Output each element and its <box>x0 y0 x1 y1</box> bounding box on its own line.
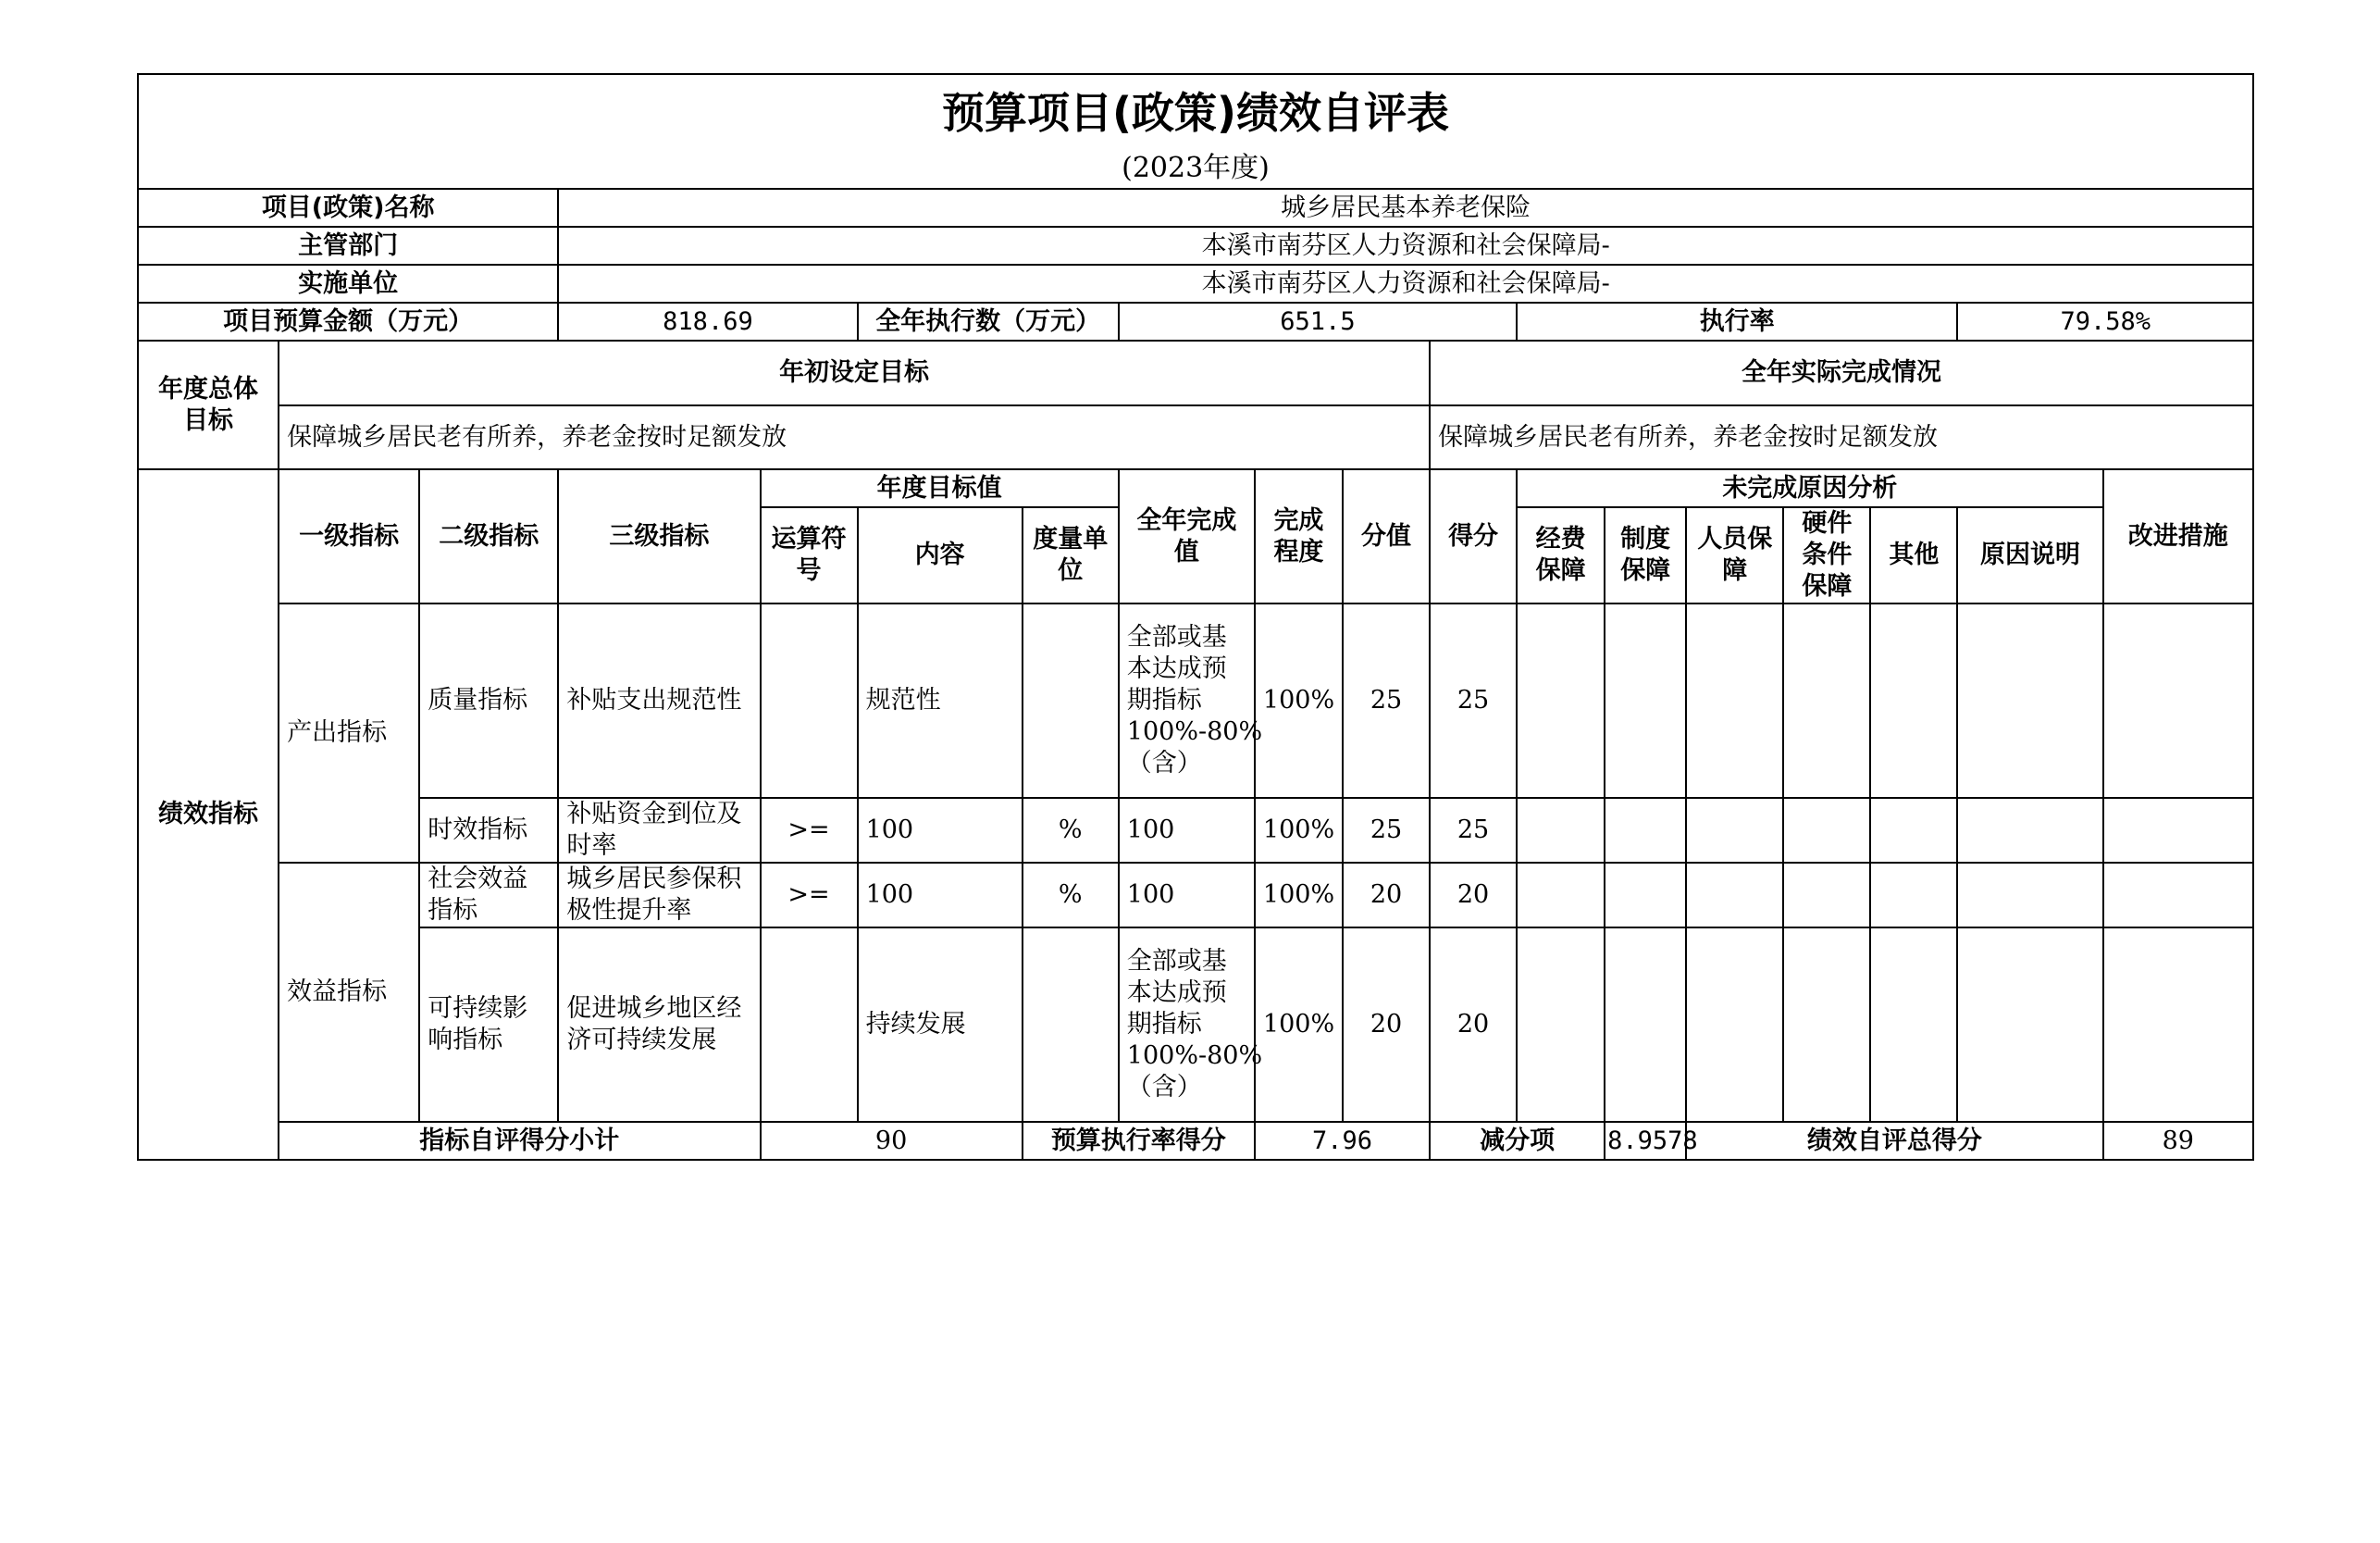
row-value: 25 <box>1343 604 1430 798</box>
subtotal-label: 指标自评得分小计 <box>279 1122 760 1160</box>
row-system <box>1605 604 1686 798</box>
actual-value-header: 全年完成值 <box>1119 469 1255 604</box>
evaluation-table <box>137 73 2254 1161</box>
row-reason <box>1957 798 2102 863</box>
content-header: 内容 <box>858 507 1023 604</box>
row-actual: 全部或基本达成预期指标100%-80%（含） <box>1119 927 1255 1122</box>
row-l3: 补贴资金到位及时率 <box>558 798 760 863</box>
row-content: 规范性 <box>858 604 1023 798</box>
row-op <box>761 927 858 1122</box>
row-other <box>1870 927 1957 1122</box>
page-title: 预算项目(政策)绩效自评表 <box>941 87 1450 138</box>
row-l2: 社会效益指标 <box>419 863 558 927</box>
budget-value: 818.69 <box>558 303 857 341</box>
row-l3: 促进城乡地区经济可持续发展 <box>558 927 760 1122</box>
row-hardware <box>1783 927 1870 1122</box>
rate-score-label: 预算执行率得分 <box>1023 1122 1255 1160</box>
row-personnel <box>1686 927 1783 1122</box>
completion-header: 完成程度 <box>1255 469 1343 604</box>
row-l2: 可持续影响指标 <box>419 927 558 1122</box>
row-value: 20 <box>1343 863 1430 927</box>
row-completion: 100% <box>1255 863 1343 927</box>
personnel-header: 人员保障 <box>1686 507 1783 604</box>
row-hardware <box>1783 798 1870 863</box>
budget-label: 项目预算金额（万元） <box>138 303 558 341</box>
group-output: 产出指标 <box>279 604 419 863</box>
total-value: 89 <box>2103 1122 2253 1160</box>
row-content: 100 <box>858 863 1023 927</box>
l2-header: 二级指标 <box>419 469 558 604</box>
row-op: >= <box>761 863 858 927</box>
reason-analysis-header: 未完成原因分析 <box>1517 469 2102 507</box>
subtotal-value: 90 <box>761 1122 1023 1160</box>
actual-text: 保障城乡居民老有所养，养老金按时足额发放 <box>1430 405 2253 469</box>
rate-score-value: 7.96 <box>1255 1122 1430 1160</box>
hardware-header: 硬件条件保障 <box>1783 507 1870 604</box>
row-actual: 100 <box>1119 863 1255 927</box>
row-improvement <box>2103 927 2253 1122</box>
row-content: 100 <box>858 798 1023 863</box>
row-personnel <box>1686 863 1783 927</box>
row-value: 25 <box>1343 798 1430 863</box>
row-completion: 100% <box>1255 927 1343 1122</box>
other-header: 其他 <box>1870 507 1957 604</box>
row-other <box>1870 798 1957 863</box>
row-improvement <box>2103 604 2253 798</box>
initial-goal-text: 保障城乡居民老有所养，养老金按时足额发放 <box>279 405 1430 469</box>
improvement-header: 改进措施 <box>2103 469 2253 604</box>
row-improvement <box>2103 863 2253 927</box>
reason-note-header: 原因说明 <box>1957 507 2102 604</box>
row-funding <box>1517 927 1605 1122</box>
row-score: 25 <box>1430 604 1517 798</box>
row-unit <box>1023 927 1119 1122</box>
deduction-label: 减分项 <box>1430 1122 1605 1160</box>
unit-label: 实施单位 <box>138 265 558 303</box>
funding-header: 经费保障 <box>1517 507 1605 604</box>
group-benefit: 效益指标 <box>279 863 419 1122</box>
l1-header: 一级指标 <box>279 469 419 604</box>
operator-header: 运算符号 <box>761 507 858 604</box>
row-funding <box>1517 604 1605 798</box>
title-cell <box>138 74 2253 150</box>
row-actual: 100 <box>1119 798 1255 863</box>
table-row <box>138 863 2253 927</box>
rate-value: 79.58% <box>1957 303 2253 341</box>
row-other <box>1870 604 1957 798</box>
score-header: 得分 <box>1430 469 1517 604</box>
row-personnel <box>1686 604 1783 798</box>
total-label: 绩效自评总得分 <box>1686 1122 2102 1160</box>
unit-value: 本溪市南芬区人力资源和社会保障局- <box>558 265 2253 303</box>
executed-label: 全年执行数（万元） <box>858 303 1119 341</box>
subtitle-cell <box>138 150 2253 189</box>
row-improvement <box>2103 798 2253 863</box>
row-l3: 城乡居民参保积极性提升率 <box>558 863 760 927</box>
row-system <box>1605 863 1686 927</box>
row-hardware <box>1783 863 1870 927</box>
row-personnel <box>1686 798 1783 863</box>
perf-indicators-label: 绩效指标 <box>138 469 279 1160</box>
row-completion: 100% <box>1255 604 1343 798</box>
annual-target-header: 年度目标值 <box>761 469 1119 507</box>
table-row <box>138 927 2253 1122</box>
dept-label: 主管部门 <box>138 227 558 265</box>
row-score: 20 <box>1430 863 1517 927</box>
overall-goal-label: 年度总体目标 <box>138 341 279 469</box>
table-row <box>138 798 2253 863</box>
row-unit: % <box>1023 798 1119 863</box>
row-actual: 全部或基本达成预期指标100%-80%（含） <box>1119 604 1255 798</box>
row-completion: 100% <box>1255 798 1343 863</box>
row-content: 持续发展 <box>858 927 1023 1122</box>
row-system <box>1605 798 1686 863</box>
row-score: 20 <box>1430 927 1517 1122</box>
row-op <box>761 604 858 798</box>
row-op: >= <box>761 798 858 863</box>
row-funding <box>1517 863 1605 927</box>
unit-measure-header: 度量单位 <box>1023 507 1119 604</box>
dept-value: 本溪市南芬区人力资源和社会保障局- <box>558 227 2253 265</box>
row-reason <box>1957 927 2102 1122</box>
actual-header: 全年实际完成情况 <box>1430 341 2253 405</box>
row-score: 25 <box>1430 798 1517 863</box>
row-hardware <box>1783 604 1870 798</box>
evaluation-sheet <box>137 73 2254 1161</box>
row-funding <box>1517 798 1605 863</box>
project-name-value: 城乡居民基本养老保险 <box>558 189 2253 227</box>
row-l2: 时效指标 <box>419 798 558 863</box>
rate-label: 执行率 <box>1517 303 1957 341</box>
row-unit: % <box>1023 863 1119 927</box>
table-row <box>138 604 2253 798</box>
score-value-header: 分值 <box>1343 469 1430 604</box>
row-value: 20 <box>1343 927 1430 1122</box>
row-reason <box>1957 863 2102 927</box>
executed-value: 651.5 <box>1119 303 1517 341</box>
row-l3: 补贴支出规范性 <box>558 604 760 798</box>
initial-goal-header: 年初设定目标 <box>279 341 1430 405</box>
row-reason <box>1957 604 2102 798</box>
year-label: (2023年度) <box>1122 152 1270 184</box>
l3-header: 三级指标 <box>558 469 760 604</box>
project-name-label: 项目(政策)名称 <box>138 189 558 227</box>
row-l2: 质量指标 <box>419 604 558 798</box>
row-unit <box>1023 604 1119 798</box>
row-system <box>1605 927 1686 1122</box>
deduction-value: 8.9578 <box>1605 1122 1686 1160</box>
row-other <box>1870 863 1957 927</box>
system-header: 制度保障 <box>1605 507 1686 604</box>
